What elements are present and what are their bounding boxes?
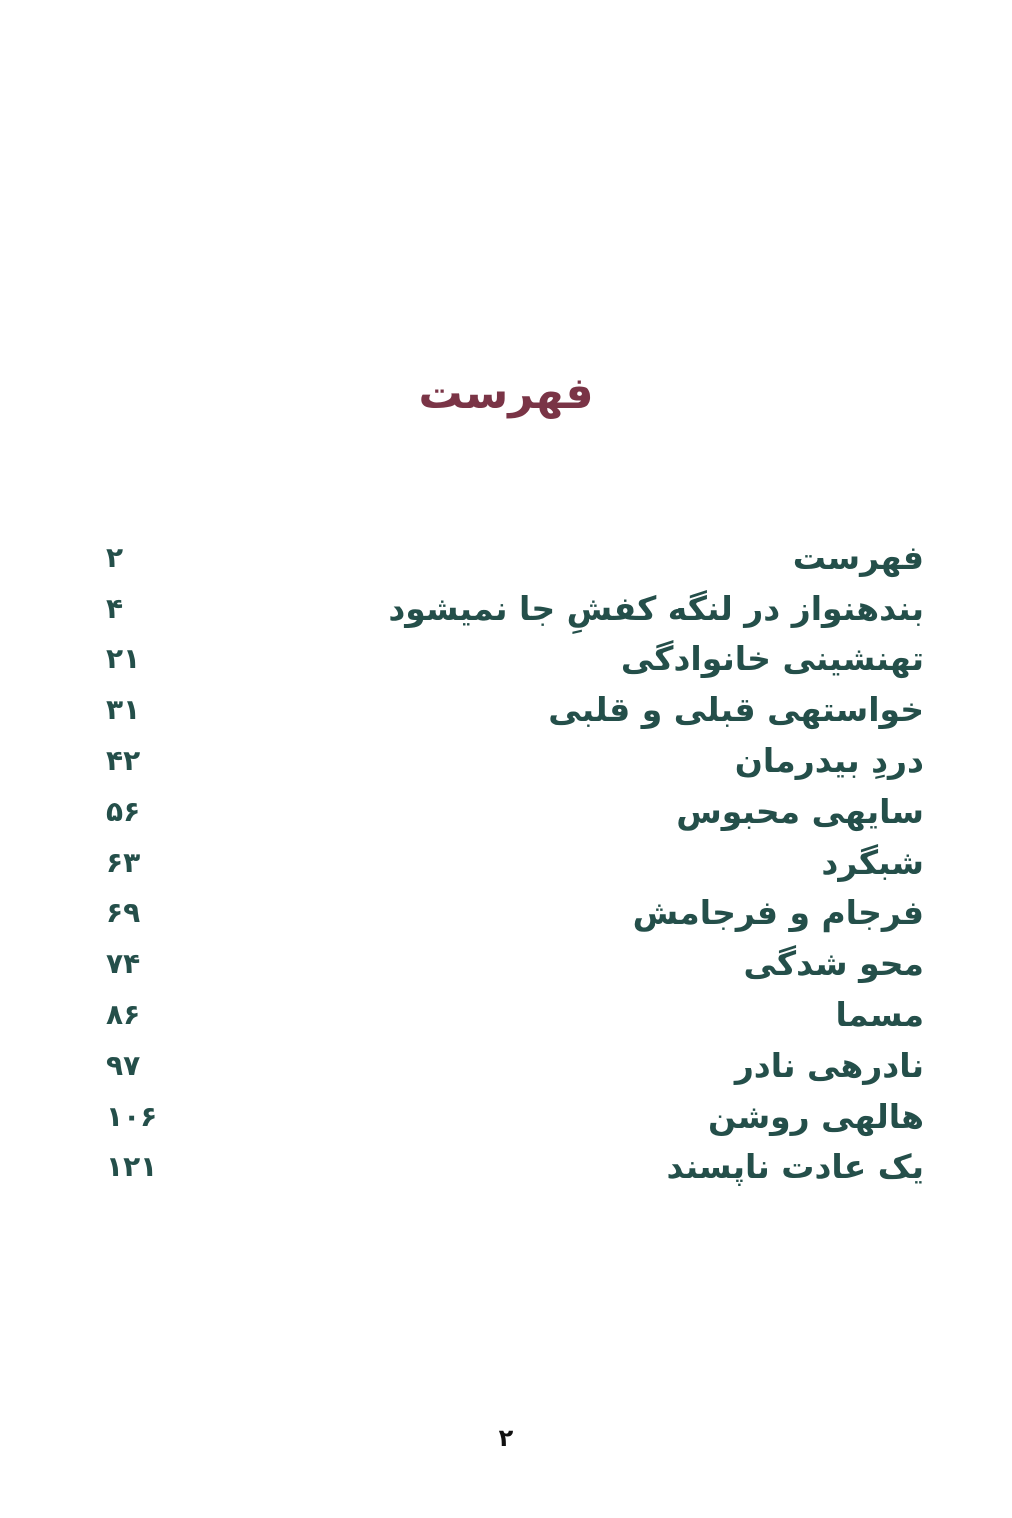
- toc-entry-title: دردِ بیدرمان: [734, 741, 924, 781]
- toc-page-number: ۶۹: [106, 896, 141, 930]
- toc-page-number: ۴: [106, 591, 124, 625]
- page-title: فهرست: [418, 368, 594, 419]
- toc-entry-title: نادرهی نادر: [734, 1045, 924, 1085]
- toc-entry: [106, 583, 924, 634]
- toc-page-number: ۴۲: [106, 744, 141, 778]
- page-number: ۲: [498, 1424, 514, 1452]
- toc-entry: [106, 735, 924, 786]
- toc-entry-title: مسما: [835, 995, 924, 1035]
- toc-page-number: ۲۱: [106, 642, 141, 676]
- toc-entry: [106, 989, 924, 1040]
- toc-entry-title: شبگرد: [821, 842, 924, 882]
- toc-entry-title: فرجام و فرجامش: [632, 893, 924, 933]
- toc-entry: [106, 786, 924, 837]
- toc-page-number: ۳۱: [106, 693, 141, 727]
- toc-entry-title: یک عادت ناپسند: [666, 1147, 924, 1187]
- toc-page-number: ۲: [106, 540, 124, 574]
- toc-page-number: ۵۶: [106, 794, 141, 828]
- toc-entry-title: بندهنواز در لنگه کفشِ جا نمیشود: [388, 588, 924, 628]
- toc-entry-title: محو شدگی: [743, 944, 924, 984]
- table-of-contents: [106, 532, 924, 1192]
- toc-page-number: ۱۲۱: [106, 1150, 158, 1184]
- toc-page-number: ۹۷: [106, 1048, 141, 1082]
- toc-entry-title: خواستهی قبلی و قلبی: [548, 690, 924, 730]
- toc-entry: [106, 938, 924, 989]
- toc-entry: [106, 532, 924, 583]
- toc-entry: [106, 1040, 924, 1091]
- toc-entry-title: سایهی محبوس: [676, 791, 924, 831]
- toc-entry: [106, 888, 924, 939]
- toc-entry: [106, 837, 924, 888]
- toc-entry-title: تهنشینی خانوادگی: [620, 639, 924, 679]
- toc-page-number: ۱۰۶: [106, 1099, 158, 1133]
- toc-entry-title: هالهی روشن: [708, 1096, 924, 1136]
- toc-entry-title: فهرست: [792, 537, 924, 577]
- toc-entry: [106, 634, 924, 685]
- toc-page-number: ۶۳: [106, 845, 141, 879]
- toc-page-number: ۷۴: [106, 947, 141, 981]
- toc-entry: [106, 1142, 924, 1193]
- toc-entry: [106, 1091, 924, 1142]
- toc-page-number: ۸۶: [106, 998, 141, 1032]
- toc-entry: [106, 684, 924, 735]
